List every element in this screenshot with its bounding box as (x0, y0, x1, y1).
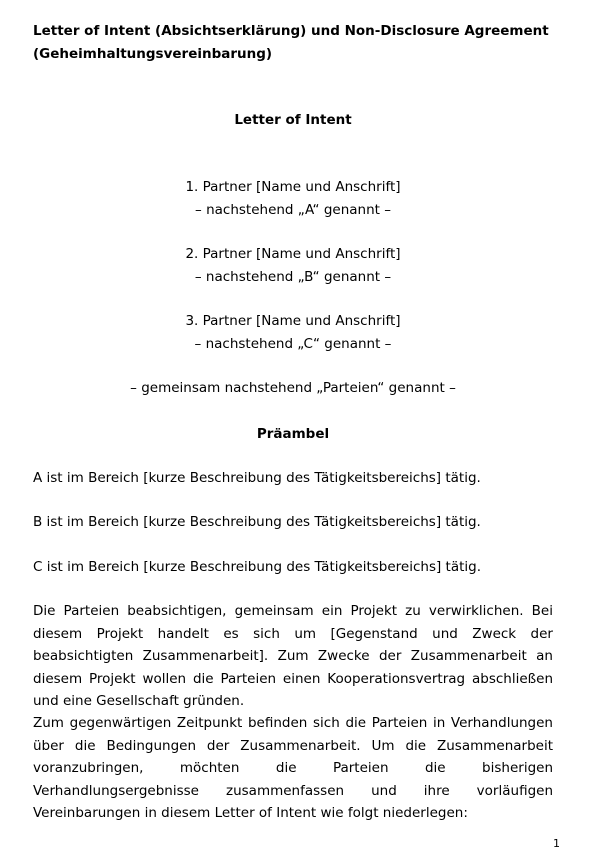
preamble-title: Präambel (256, 426, 330, 442)
parties-collective: – gemeinsam nachstehend „Parteien“ genannt – (130, 380, 456, 396)
paragraph-a: A ist im Bereich [kurze Beschreibung des Tätigkeitsbereichs] tätig. (33, 470, 481, 486)
paragraph-b: B ist im Bereich [kurze Beschreibung des Tätigkeitsbereichs] tätig. (33, 514, 481, 530)
page-number: 1 (553, 837, 560, 850)
party-a (33, 176, 553, 221)
party-b-name: 2. Partner [Name und Anschrift] (185, 246, 401, 262)
paragraph-c: C ist im Bereich [kurze Beschreibung des Tätigkeitsbereichs] tätig. (33, 559, 482, 575)
document-heading: Letter of Intent (Absichtserklärung) und Non-Disclosure Agreement (Geheimhaltungsvereinbarung) (33, 23, 549, 62)
party-a-name: 1. Partner [Name und Anschrift] (185, 179, 401, 195)
party-a-designation: – nachstehend „A“ genannt – (195, 201, 391, 218)
paragraph-project: Die Parteien beabsichtigen, gemeinsam ein Projekt zu verwirklichen. Bei diesem Projekt handelt es sich um [Gegenstand und Zweck der beabsichtigten Zusammenarbeit]. Zum Zwecke der Zusammenarbeit an diesem Projekt wollen die Parteien einen Kooperationsvertrag abschließen und eine Gesellschaft gründen. (33, 603, 553, 709)
party-b-designation: – nachstehend „B“ genannt – (194, 268, 392, 285)
document-title: Letter of Intent (234, 112, 352, 128)
paragraph-negotiations: Zum gegenwärtigen Zeitpunkt befinden sich die Parteien in Verhandlungen über die Bedingungen der Zusammenarbeit. Um die Zusammenarbeit voranzubringen, möchten die Parteien die bisherigen Verhandlungsergebnisse zusammenfassen und ihre vorläufigen Vereinbarungen in diesem Letter of Intent wie folgt niederlegen: (33, 715, 553, 821)
party-c (33, 310, 553, 355)
party-b (33, 243, 553, 288)
party-c-designation: – nachstehend „C“ genannt – (194, 335, 392, 352)
party-c-name: 3. Partner [Name und Anschrift] (185, 313, 401, 329)
